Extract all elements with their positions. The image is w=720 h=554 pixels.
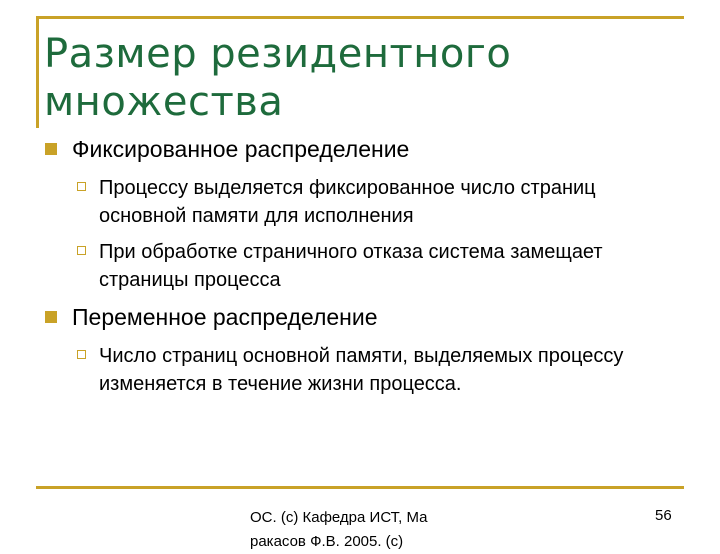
top-border-line [36, 16, 684, 19]
sub-bullet-item [44, 238, 684, 294]
bullet-text: Переменное распределение [72, 304, 378, 330]
bullet-text: Фиксированное распределение [72, 136, 410, 162]
sub-bullet-text: При обработке страничного отказа система замещает страницы процесса [99, 241, 603, 291]
hollow-square-bullet-icon [77, 246, 86, 255]
hollow-square-bullet-icon [77, 350, 86, 359]
square-bullet-icon [45, 143, 57, 155]
sub-bullet-item [44, 342, 684, 398]
bottom-border-line [36, 486, 684, 489]
left-border-line [36, 16, 39, 128]
sub-bullet-item [44, 174, 684, 230]
page-number: 56 [655, 507, 672, 524]
footer-text: ОС. (с) Кафедра ИСТ, Ма ракасов Ф.В. 2005. (с) [250, 509, 428, 550]
bullet-item [44, 302, 684, 332]
sub-bullet-text: Процессу выделяется фиксированное число страниц основной памяти для исполнения [99, 177, 596, 227]
bullet-item [44, 134, 684, 164]
slide-title: Размер резидентного множества [44, 31, 512, 125]
slide-content [44, 134, 684, 406]
sub-bullet-text: Число страниц основной памяти, выделяемых процессу изменяется в течение жизни процесса. [99, 345, 624, 395]
hollow-square-bullet-icon [77, 182, 86, 191]
square-bullet-icon [45, 311, 57, 323]
